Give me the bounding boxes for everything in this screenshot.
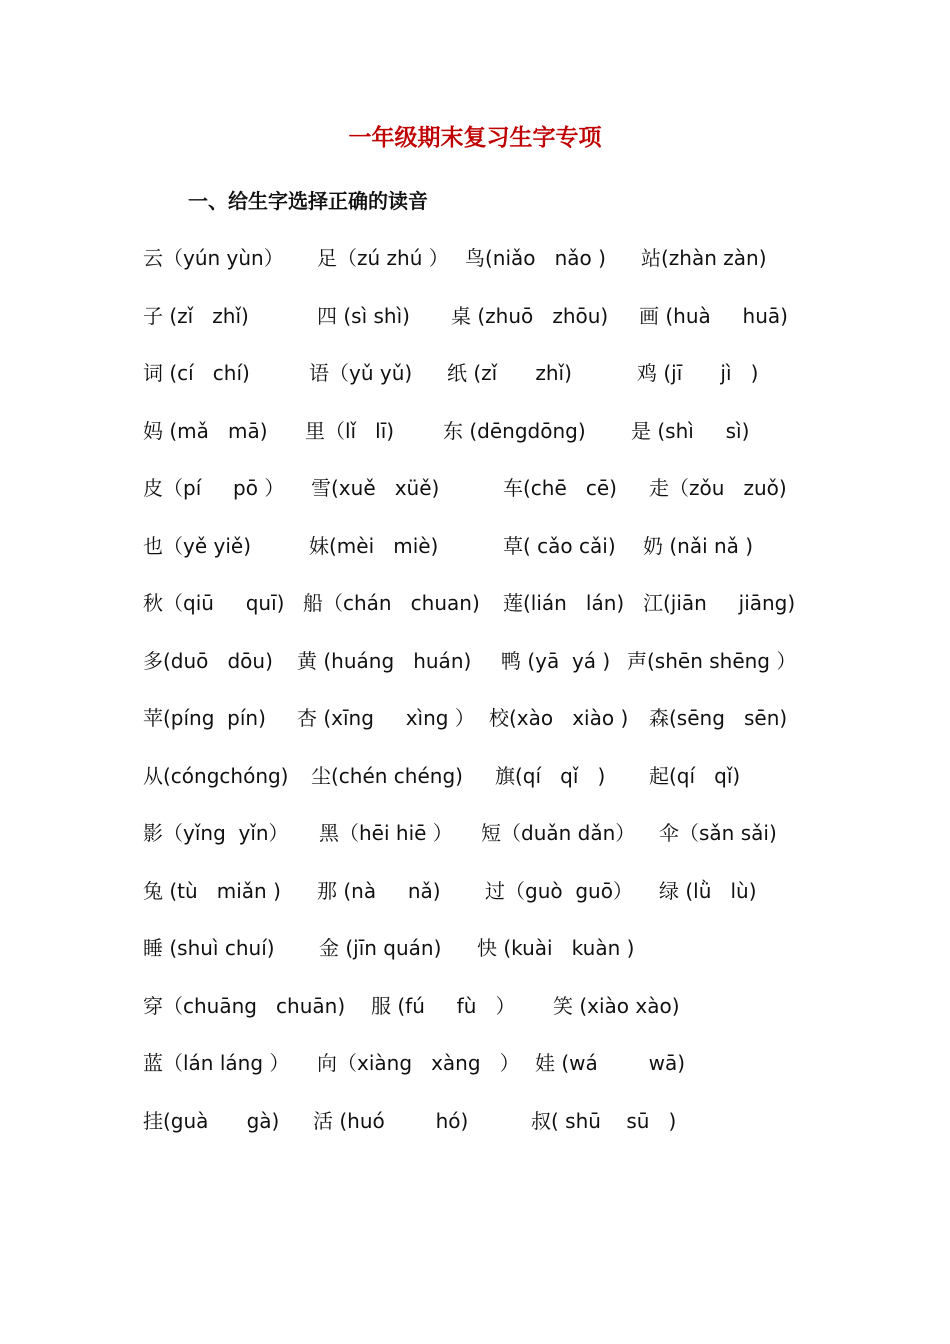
page-title: 一年级期末复习生字专项 bbox=[348, 125, 602, 151]
exercise-item: 苹(píng pín) bbox=[143, 706, 266, 730]
exercise-row-6 bbox=[143, 530, 843, 588]
exercise-item: 奶 (nǎi nǎ ) bbox=[643, 533, 754, 558]
exercise-item: 江(jiān jiāng) bbox=[643, 591, 796, 615]
exercise-item: 森(sēng sēn) bbox=[649, 706, 788, 730]
exercise-item: 向（xiàng xàng ） bbox=[317, 1051, 520, 1075]
exercise-row-16 bbox=[143, 1105, 843, 1163]
exercise-item: 那 (nà nǎ) bbox=[317, 878, 441, 903]
exercise-row-2 bbox=[143, 300, 843, 358]
exercise-item: 里（lǐ lī) bbox=[305, 418, 395, 443]
exercise-item: 鸡 (jī jì ) bbox=[637, 361, 759, 385]
exercise-item: 旗(qí qǐ ) bbox=[495, 763, 606, 788]
exercise-item: 词 (cí chí) bbox=[143, 361, 250, 385]
exercise-item: 东 (dēngdōng) bbox=[443, 418, 586, 443]
exercise-item: 妹(mèi miè) bbox=[309, 533, 439, 558]
exercise-row-8 bbox=[143, 645, 843, 703]
exercise-item: 短（duǎn dǎn） bbox=[481, 821, 636, 845]
exercise-row-13 bbox=[143, 932, 843, 990]
exercise-row-7 bbox=[143, 587, 843, 645]
exercise-row-15 bbox=[143, 1047, 843, 1105]
exercise-item: 睡 (shuì chuí) bbox=[143, 936, 275, 960]
exercise-item: 桌 (zhuō zhōu) bbox=[451, 303, 609, 328]
exercise-item: 校(xào xiào ) bbox=[489, 706, 629, 730]
exercise-item: 子 (zǐ zhǐ) bbox=[143, 303, 249, 328]
exercise-item: 杏 (xīng xìng ） bbox=[297, 706, 475, 730]
exercise-item: 皮（pí pō ） bbox=[143, 476, 285, 500]
exercise-item: 快 (kuài kuàn ) bbox=[477, 936, 635, 960]
exercise-item: 足（zú zhú ） bbox=[317, 246, 449, 270]
exercise-item: 声(shēn shēng ） bbox=[627, 648, 797, 673]
exercise-item: 蓝（lán láng ） bbox=[143, 1051, 290, 1075]
exercise-item: 画 (huà huā) bbox=[639, 303, 788, 328]
exercise-item: 语（yǔ yǔ) bbox=[309, 361, 413, 385]
exercise-item: 秋（qiū quī) bbox=[143, 591, 285, 615]
exercise-item: 站(zhàn zàn) bbox=[641, 246, 767, 270]
exercise-row-3 bbox=[143, 357, 843, 415]
exercise-item: 过（guò guō） bbox=[485, 878, 633, 903]
exercise-item: 黄 (huáng huán) bbox=[297, 648, 472, 673]
exercise-item: 黑（hēi hiē ） bbox=[319, 821, 453, 845]
exercise-item: 多(duō dōu) bbox=[143, 648, 273, 673]
pinyin-exercise-list bbox=[143, 242, 843, 1162]
exercise-item: 笑 (xiào xào) bbox=[553, 993, 680, 1018]
exercise-item: 莲(lián lán) bbox=[503, 591, 625, 615]
exercise-item: 挂(guà gà) bbox=[143, 1108, 280, 1133]
exercise-item: 绿 (lǜ lù) bbox=[659, 878, 757, 903]
exercise-row-4 bbox=[143, 415, 843, 473]
exercise-item: 兔 (tù miǎn ) bbox=[143, 878, 281, 903]
exercise-row-11 bbox=[143, 817, 843, 875]
exercise-item: 起(qí qǐ) bbox=[649, 763, 741, 788]
exercise-row-9 bbox=[143, 702, 843, 760]
exercise-item: 活 (huó hó) bbox=[313, 1108, 469, 1133]
exercise-item: 伞（sǎn sǎi) bbox=[659, 821, 777, 845]
exercise-item: 叔( shū sū ) bbox=[531, 1108, 677, 1133]
section-heading: 一、给生字选择正确的读音 bbox=[188, 189, 428, 213]
exercise-row-12 bbox=[143, 875, 843, 933]
exercise-row-5 bbox=[143, 472, 843, 530]
exercise-item: 纸 (zǐ zhǐ) bbox=[447, 361, 572, 385]
exercise-item: 服 (fú fù ） bbox=[371, 993, 516, 1018]
exercise-item: 从(cóngchóng) bbox=[143, 763, 289, 788]
exercise-item: 金 (jīn quán) bbox=[319, 936, 442, 960]
exercise-item: 云（yún yùn） bbox=[143, 246, 284, 270]
exercise-item: 是 (shì sì) bbox=[631, 418, 750, 443]
exercise-item: 四 (sì shì) bbox=[317, 303, 410, 328]
exercise-item: 娃 (wá wā) bbox=[535, 1051, 686, 1075]
exercise-item: 鸟(niǎo nǎo ) bbox=[465, 246, 606, 270]
exercise-item: 车(chē cē) bbox=[503, 476, 617, 500]
exercise-item: 鸭 (yā yá ) bbox=[501, 648, 611, 673]
exercise-item: 雪(xuě xüě) bbox=[311, 476, 440, 500]
exercise-item: 草( cǎo cǎi) bbox=[503, 533, 616, 558]
exercise-item: 尘(chén chéng) bbox=[311, 763, 463, 788]
exercise-item: 走（zǒu zuǒ) bbox=[649, 476, 787, 500]
exercise-item: 穿（chuāng chuān) bbox=[143, 993, 346, 1018]
exercise-item: 船（chán chuan) bbox=[303, 591, 480, 615]
exercise-item: 也（yě yiě) bbox=[143, 533, 251, 558]
exercise-item: 妈 (mǎ mā) bbox=[143, 418, 268, 443]
exercise-row-14 bbox=[143, 990, 843, 1048]
exercise-item: 影（yǐng yǐn） bbox=[143, 821, 289, 845]
exercise-row-10 bbox=[143, 760, 843, 818]
exercise-row-1 bbox=[143, 242, 843, 300]
